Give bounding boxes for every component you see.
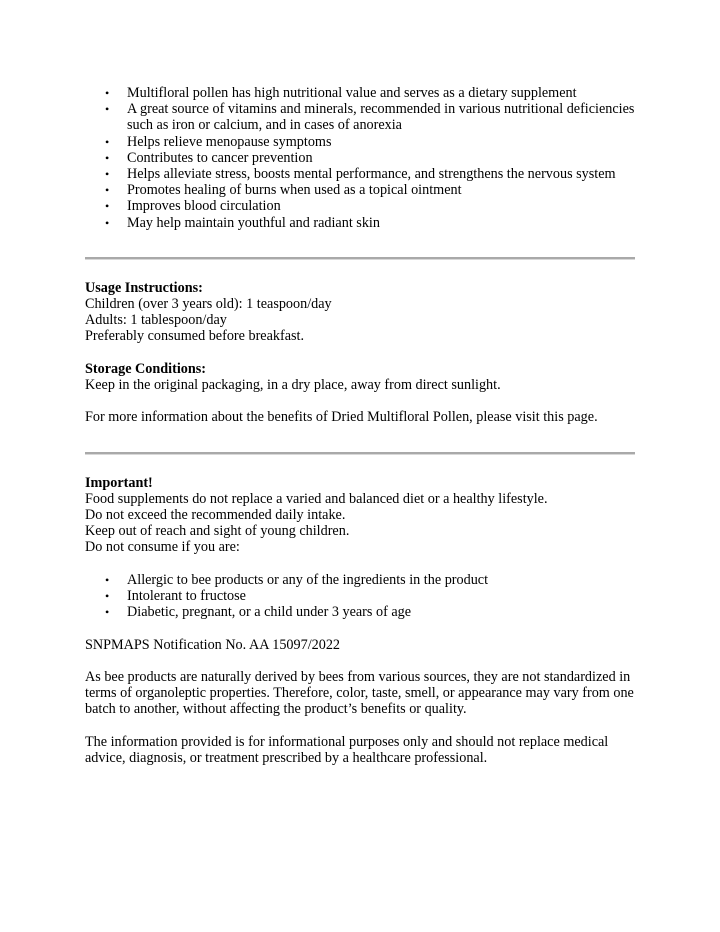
usage-line: Adults: 1 tablespoon/day bbox=[85, 312, 227, 329]
list-item bbox=[85, 182, 637, 198]
usage-line: Preferably consumed before breakfast. bbox=[85, 328, 305, 345]
storage-heading: Storage Conditions: bbox=[85, 360, 206, 377]
warning-text: Diabetic, pregnant, or a child under 3 years of age bbox=[127, 604, 412, 621]
bullet-icon: • bbox=[105, 167, 110, 182]
bullet-icon: • bbox=[105, 102, 110, 117]
bullet-icon: • bbox=[105, 134, 110, 149]
important-heading: Important! bbox=[85, 474, 153, 491]
notification-number: SNPMAPS Notification No. AA 15097/2022 bbox=[85, 636, 341, 653]
document-page bbox=[85, 85, 637, 766]
list-item bbox=[85, 604, 637, 620]
variability-paragraph: As bee products are naturally derived by bees from various sources, they are not standardized in terms of organoleptic properties. Therefore, color, taste, smell, or appearance may vary from one batch to another, without affecting the product’s benefits or quality. bbox=[85, 669, 638, 718]
list-item bbox=[85, 150, 637, 166]
benefits-list bbox=[85, 85, 637, 231]
bullet-icon: • bbox=[105, 215, 110, 230]
warnings-list bbox=[85, 572, 637, 621]
benefit-text: Promotes healing of burns when used as a topical ointment bbox=[127, 182, 462, 199]
storage-text: Keep in the original packaging, in a dry place, away from direct sunlight. bbox=[85, 377, 501, 394]
important-line: Do not exceed the recommended daily intake. bbox=[85, 507, 346, 524]
benefit-text: Helps alleviate stress, boosts mental performance, and strengthens the nervous system bbox=[127, 166, 616, 183]
bullet-icon: • bbox=[105, 572, 110, 587]
more-info-text: For more information about the benefits of Dried Multifloral Pollen, please visit this page. bbox=[85, 409, 598, 426]
warning-text: Intolerant to fructose bbox=[127, 588, 246, 605]
benefit-text: Multifloral pollen has high nutritional value and serves as a dietary supplement bbox=[127, 85, 577, 101]
bullet-icon: • bbox=[105, 605, 110, 620]
benefit-text: Helps relieve menopause symptoms bbox=[127, 133, 332, 150]
usage-line: Children (over 3 years old): 1 teaspoon/day bbox=[85, 296, 332, 313]
usage-heading: Usage Instructions: bbox=[85, 279, 203, 296]
benefit-text: Improves blood circulation bbox=[127, 198, 281, 215]
disclaimer-paragraph: The information provided is for informational purposes only and should not replace medical advice, diagnosis, or treatment prescribed by a healthcare professional. bbox=[85, 733, 612, 767]
important-line: Do not consume if you are: bbox=[85, 539, 240, 556]
bullet-icon: • bbox=[105, 589, 110, 604]
list-item bbox=[85, 85, 637, 101]
list-item bbox=[85, 166, 637, 182]
bullet-icon: • bbox=[105, 86, 110, 100]
warning-text: Allergic to bee products or any of the ingredients in the product bbox=[127, 571, 489, 588]
bullet-icon: • bbox=[105, 183, 110, 198]
list-item bbox=[85, 198, 637, 214]
bullet-icon: • bbox=[105, 150, 110, 165]
list-item bbox=[85, 215, 637, 231]
important-line: Keep out of reach and sight of young children. bbox=[85, 523, 350, 540]
list-item bbox=[85, 588, 637, 604]
benefit-text: A great source of vitamins and minerals, recommended in various nutritional deficiencies such as iron or calcium, and in cases of anorexia bbox=[127, 101, 635, 134]
important-line: Food supplements do not replace a varied and balanced diet or a healthy lifestyle. bbox=[85, 490, 548, 507]
list-item bbox=[85, 134, 637, 150]
bullet-icon: • bbox=[105, 199, 110, 214]
list-item bbox=[85, 101, 637, 133]
benefit-text: Contributes to cancer prevention bbox=[127, 149, 313, 166]
list-item bbox=[85, 572, 637, 588]
benefit-text: May help maintain youthful and radiant skin bbox=[127, 214, 380, 231]
